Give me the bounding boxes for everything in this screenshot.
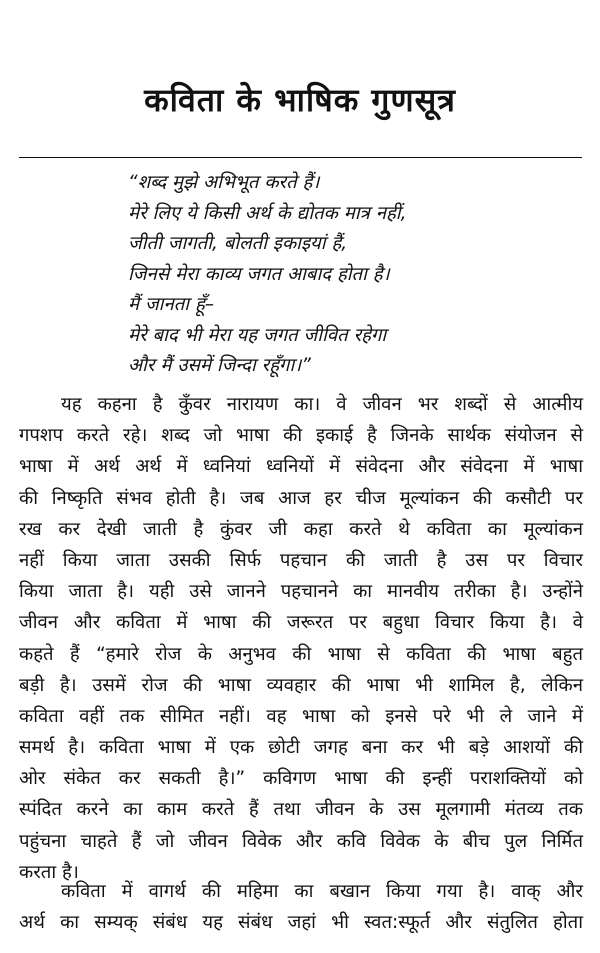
paragraph-line: कविता वहीं तक सीमित नहीं। वह भाषा को इनसे परे भी ले जाने में bbox=[19, 705, 583, 727]
paragraph-line: नहीं किया जाता उसकी सिर्फ पहचान की जाती है उस पर विचार bbox=[19, 549, 583, 571]
body-paragraph-1 bbox=[19, 389, 583, 888]
poem-line: और मैं उसमें जिन्दा रहूँगा।” bbox=[128, 355, 311, 376]
paragraph-line: समर्थ है। कविता भाषा में एक छोटी जगह बना कर भी बड़े आशयों की bbox=[19, 737, 583, 759]
body-paragraph-2 bbox=[19, 876, 583, 938]
poem-line: “शब्द मुझे अभिभूत करते हैं। bbox=[128, 172, 320, 193]
paragraph-line: की निष्कृति संभव होती है। जब आज हर चीज मूल्यांकन की कसौटी पर bbox=[19, 487, 583, 509]
poem-line: मेरे लिए ये किसी अर्थ के द्योतक मात्र नहीं, bbox=[128, 202, 407, 224]
paragraph-line: रख कर देखी जाती है कुंवर जी कहा करते थे कविता का मूल्यांकन bbox=[19, 518, 583, 540]
paragraph-line: भाषा में अर्थ अर्थ में ध्वनियां ध्वनियों में संवेदना और संवेदना में भाषा bbox=[19, 456, 583, 478]
poem-line: मैं जानता हूँ– bbox=[128, 294, 215, 315]
paragraph-line: किया जाता है। यही उसे जानने पहचानने का मानवीय तरीका है। उन्होंने bbox=[19, 581, 583, 603]
paragraph-line: बड़ी है। उसमें रोज की भाषा व्यवहार की भाषा भी शामिल है, लेकिन bbox=[19, 674, 583, 696]
paragraph-line: कहते हैं “हमारे रोज के अनुभव की भाषा से कविता की भाषा बहुत bbox=[19, 643, 583, 665]
poem-line: जीती जागती, बोलती इकाइयां हैं, bbox=[128, 233, 348, 254]
poem-line: जिनसे मेरा काव्य जगत आबाद होता है। bbox=[128, 263, 390, 285]
paragraph-line: करता है। bbox=[19, 861, 79, 883]
paragraph-line: स्पंदित करने का काम करते हैं तथा जीवन के उस मूलगामी मंतव्य तक bbox=[19, 799, 583, 821]
paragraph-line: गपशप करते रहे। शब्द जो भाषा की इकाई है जिनके सार्थक संयोजन से bbox=[19, 425, 583, 447]
epigraph-poem bbox=[128, 168, 588, 382]
paragraph-line: पहुंचना चाहते हैं जो जीवन विवेक और कवि विवेक के बीच पुल निर्मित bbox=[19, 830, 583, 852]
paragraph-line: यह कहना है कुँवर नारायण का। वे जीवन भर शब्दों से आत्मीय bbox=[61, 394, 583, 415]
poem-line: मेरे बाद भी मेरा यह जगत जीवित रहेगा bbox=[128, 324, 387, 346]
paragraph-line: कविता में वागर्थ की महिमा का बखान किया गया है। वाक् और bbox=[61, 881, 583, 902]
title-divider bbox=[19, 157, 582, 158]
paragraph-line: ओर संकेत कर सकती है।” कविगण भाषा की इन्हीं पराशक्तियों को bbox=[19, 768, 583, 790]
paragraph-line: जीवन और कविता में भाषा की जरूरत पर बहुधा विचार किया है। वे bbox=[19, 612, 583, 634]
chapter-title: कविता के भाषिक गुणसूत्र bbox=[144, 81, 456, 119]
paragraph-line: अर्थ का सम्यक् संबंध यह संबंध जहां भी स्वत:स्फूर्त और संतुलित होता bbox=[19, 912, 583, 934]
